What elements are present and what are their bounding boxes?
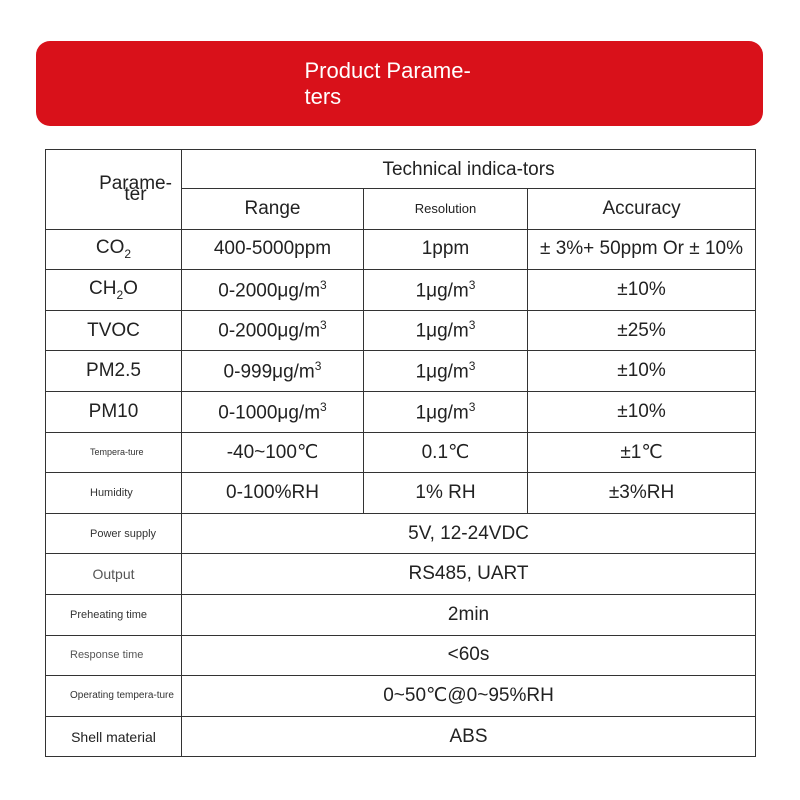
accuracy-cell: ±1℃ xyxy=(528,432,756,473)
param-cell: $CO_2$ xyxy=(46,229,182,270)
value-cell: 5V, 12-24VDC xyxy=(182,513,756,554)
param-cell: Operating tempera-ture xyxy=(46,676,182,717)
accuracy-cell: ±25% xyxy=(528,310,756,351)
resolution-cell: $1\mu g/m^3$ xyxy=(364,310,528,351)
header-range: Range xyxy=(182,189,364,230)
resolution-cell: 1% RH xyxy=(364,473,528,514)
range-cell: $0-999\mu g/m^3$ xyxy=(182,351,364,392)
header-row xyxy=(46,150,756,189)
merged-row xyxy=(46,676,756,717)
parameters-table xyxy=(45,149,756,757)
param-cell: PM10 xyxy=(46,391,182,432)
range-cell: 400-5000ppm xyxy=(182,229,364,270)
header-resolution: Resolution xyxy=(364,189,528,230)
param-cell: $CH_2O$ xyxy=(46,270,182,311)
param-cell: TVOC xyxy=(46,310,182,351)
value-cell: RS485, UART xyxy=(182,554,756,595)
banner-title: Product Parame-ters xyxy=(304,57,471,109)
param-cell: Power supply xyxy=(46,513,182,554)
value-cell: <60s xyxy=(182,635,756,676)
table-row xyxy=(46,351,756,392)
range-cell: $0-2000\mu g/m^3$ xyxy=(182,310,364,351)
header-technical-indicators: Technical indica-tors xyxy=(182,150,756,189)
param-cell: Tempera-ture xyxy=(46,432,182,473)
merged-row xyxy=(46,716,756,757)
range-cell: 0-100%RH xyxy=(182,473,364,514)
value-cell: 0~50℃@0~95%RH xyxy=(182,676,756,717)
param-cell: PM2.5 xyxy=(46,351,182,392)
resolution-cell: 0.1℃ xyxy=(364,432,528,473)
table-row xyxy=(46,391,756,432)
accuracy-cell: ±10% xyxy=(528,351,756,392)
param-cell: Shell material xyxy=(46,716,182,757)
table-row xyxy=(46,473,756,514)
param-cell: Preheating time xyxy=(46,594,182,635)
resolution-cell: $1\mu g/m^3$ xyxy=(364,270,528,311)
range-cell: $0-1000\mu g/m^3$ xyxy=(182,391,364,432)
accuracy-cell: ±10% xyxy=(528,270,756,311)
header-accuracy: Accuracy xyxy=(528,189,756,230)
range-cell: $0-2000\mu g/m^3$ xyxy=(182,270,364,311)
resolution-cell: 1ppm xyxy=(364,229,528,270)
table-row xyxy=(46,270,756,311)
accuracy-cell: ± 3%+ 50ppm Or ± 10% xyxy=(528,229,756,270)
param-cell: Output xyxy=(46,554,182,595)
merged-row xyxy=(46,594,756,635)
param-cell: Response time xyxy=(46,635,182,676)
merged-row xyxy=(46,635,756,676)
range-cell: -40~100℃ xyxy=(182,432,364,473)
header-parameter: Parame-ter xyxy=(46,150,182,230)
param-cell: Humidity xyxy=(46,473,182,514)
table-row xyxy=(46,310,756,351)
table-row xyxy=(46,432,756,473)
accuracy-cell: ±3%RH xyxy=(528,473,756,514)
accuracy-cell: ±10% xyxy=(528,391,756,432)
title-banner xyxy=(36,41,763,126)
value-cell: ABS xyxy=(182,716,756,757)
value-cell: 2min xyxy=(182,594,756,635)
resolution-cell: $1\mu g/m^3$ xyxy=(364,391,528,432)
merged-row xyxy=(46,513,756,554)
resolution-cell: $1\mu g/m^3$ xyxy=(364,351,528,392)
table-row xyxy=(46,229,756,270)
merged-row xyxy=(46,554,756,595)
